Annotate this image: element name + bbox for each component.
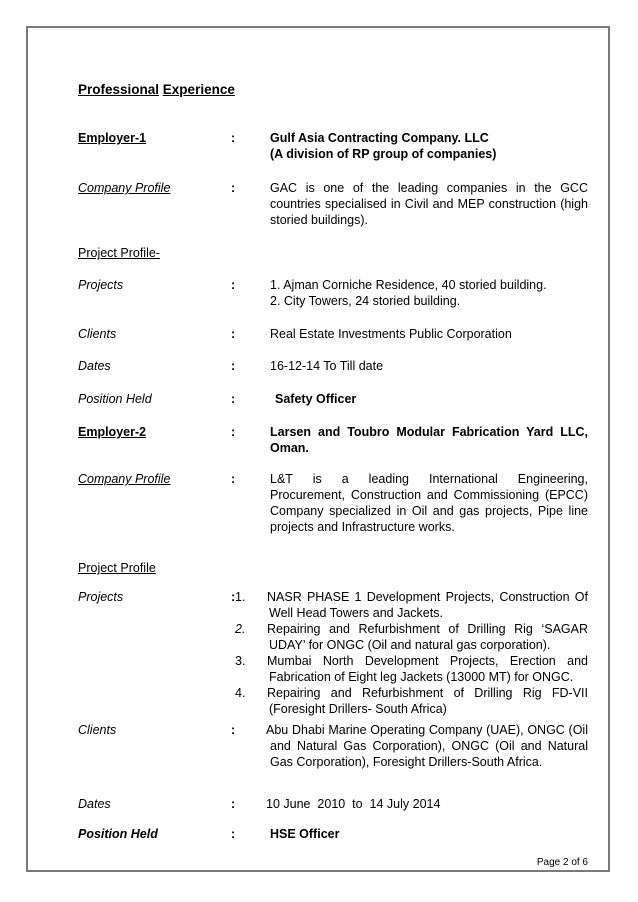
employer2-dates: 10 June 2010 to 14 July 2014 bbox=[266, 797, 441, 811]
employer1-clients: Real Estate Investments Public Corporation bbox=[270, 327, 512, 341]
employer1-position-colon: : bbox=[231, 392, 236, 406]
employer2-project-3 bbox=[235, 653, 588, 685]
project-1-text: NASR PHASE 1 Development Projects, Construction Of Well Head Towers and Jackets. bbox=[267, 590, 588, 620]
section-title-word-1: Professional bbox=[78, 82, 160, 97]
project-4-number: 4. bbox=[235, 686, 246, 700]
employer2-position-colon: : bbox=[231, 827, 236, 841]
project-1-number: 1. bbox=[235, 590, 246, 604]
employer1-projects-list bbox=[270, 277, 588, 309]
employer2-profile-colon: : bbox=[231, 472, 236, 486]
employer1-projects-colon: : bbox=[231, 278, 236, 292]
page-number: Page 2 of 6 bbox=[536, 857, 588, 868]
employer2-name bbox=[270, 424, 588, 456]
section-title-word-2: Experience bbox=[162, 82, 235, 97]
employer1-name-line2: (A division of RP group of companies) bbox=[270, 147, 497, 161]
project-3-text: Mumbai North Development Projects, Erection and Fabrication of Eight leg Jackets (13000 MT) for ONGC. bbox=[267, 654, 588, 684]
employer2-profile-text bbox=[270, 471, 588, 535]
employer2-project-profile-label: Project Profile bbox=[78, 561, 156, 575]
employer2-dates-colon: : bbox=[231, 797, 236, 811]
employer1-name bbox=[270, 130, 588, 162]
employer2-project-2 bbox=[235, 621, 588, 653]
employer2-projects-label: Projects bbox=[78, 590, 124, 604]
employer2-clients-colon: : bbox=[231, 723, 236, 737]
employer1-project-profile-label: Project Profile- bbox=[78, 246, 160, 260]
employer2-clients-label: Clients bbox=[78, 723, 117, 737]
project-2-number: 2. bbox=[235, 622, 246, 636]
employer2-profile-rest: Procurement, Construction and Commissioning (EPCC) Company specialized in Oil and gas projects, Pipe line projects and Infrastructure works. bbox=[270, 488, 588, 534]
employer2-label: Employer-2 bbox=[78, 425, 147, 439]
employer1-position-label: Position Held bbox=[78, 392, 152, 406]
employer1-project-1: 1. Ajman Corniche Residence, 40 storied building. bbox=[270, 278, 547, 292]
employer1-name-line1: Gulf Asia Contracting Company. LLC bbox=[270, 131, 489, 145]
project-3-number: 3. bbox=[235, 654, 246, 668]
employer1-label: Employer-1 bbox=[78, 131, 147, 145]
employer2-project-1 bbox=[235, 589, 588, 621]
employer2-name-line2: Oman. bbox=[270, 441, 309, 455]
employer1-colon: : bbox=[231, 131, 236, 145]
employer1-dates-label: Dates bbox=[78, 359, 111, 373]
employer2-profile-line1: L&T is a leading International Engineering, bbox=[270, 472, 588, 486]
employer2-colon: : bbox=[231, 425, 236, 439]
employer1-position: Safety Officer bbox=[275, 392, 357, 406]
employer2-dates-label: Dates bbox=[78, 797, 111, 811]
employer2-clients: Abu Dhabi Marine Operating Company (UAE), ONGC (Oil and Natural Gas Corporation), ONGC (Oil and Natural Gas Corporation), Foresight Drillers-South Africa. bbox=[266, 723, 588, 769]
employer1-dates-colon: : bbox=[231, 359, 236, 373]
employer2-projects-colon: : bbox=[231, 590, 236, 604]
employer1-profile-label: Company Profile bbox=[78, 181, 171, 195]
project-2-text: Repairing and Refurbishment of Drilling Rig ‘SAGAR UDAY’ for ONGC (Oil and natural gas corporation). bbox=[267, 622, 588, 652]
employer1-profile-colon: : bbox=[231, 181, 236, 195]
employer1-clients-colon: : bbox=[231, 327, 236, 341]
employer2-name-line1: Larsen and Toubro Modular Fabrication Yard LLC, bbox=[270, 425, 588, 439]
employer1-clients-label: Clients bbox=[78, 327, 117, 341]
employer2-project-4 bbox=[235, 685, 588, 717]
employer1-project-2: 2. City Towers, 24 storied building. bbox=[270, 294, 461, 308]
employer1-profile-text: GAC is one of the leading companies in the GCC countries specialised in Civil and MEP construction (high storied buildings). bbox=[270, 181, 588, 227]
section-title bbox=[78, 81, 235, 98]
employer1-projects-label: Projects bbox=[78, 278, 124, 292]
employer2-profile-label: Company Profile bbox=[78, 472, 171, 486]
employer2-position: HSE Officer bbox=[270, 827, 340, 841]
project-4-text: Repairing and Refurbishment of Drilling Rig FD-VII (Foresight Drillers- South Africa) bbox=[267, 686, 588, 716]
employer1-dates: 16-12-14 To Till date bbox=[270, 359, 384, 373]
employer2-position-label: Position Held bbox=[78, 827, 158, 841]
